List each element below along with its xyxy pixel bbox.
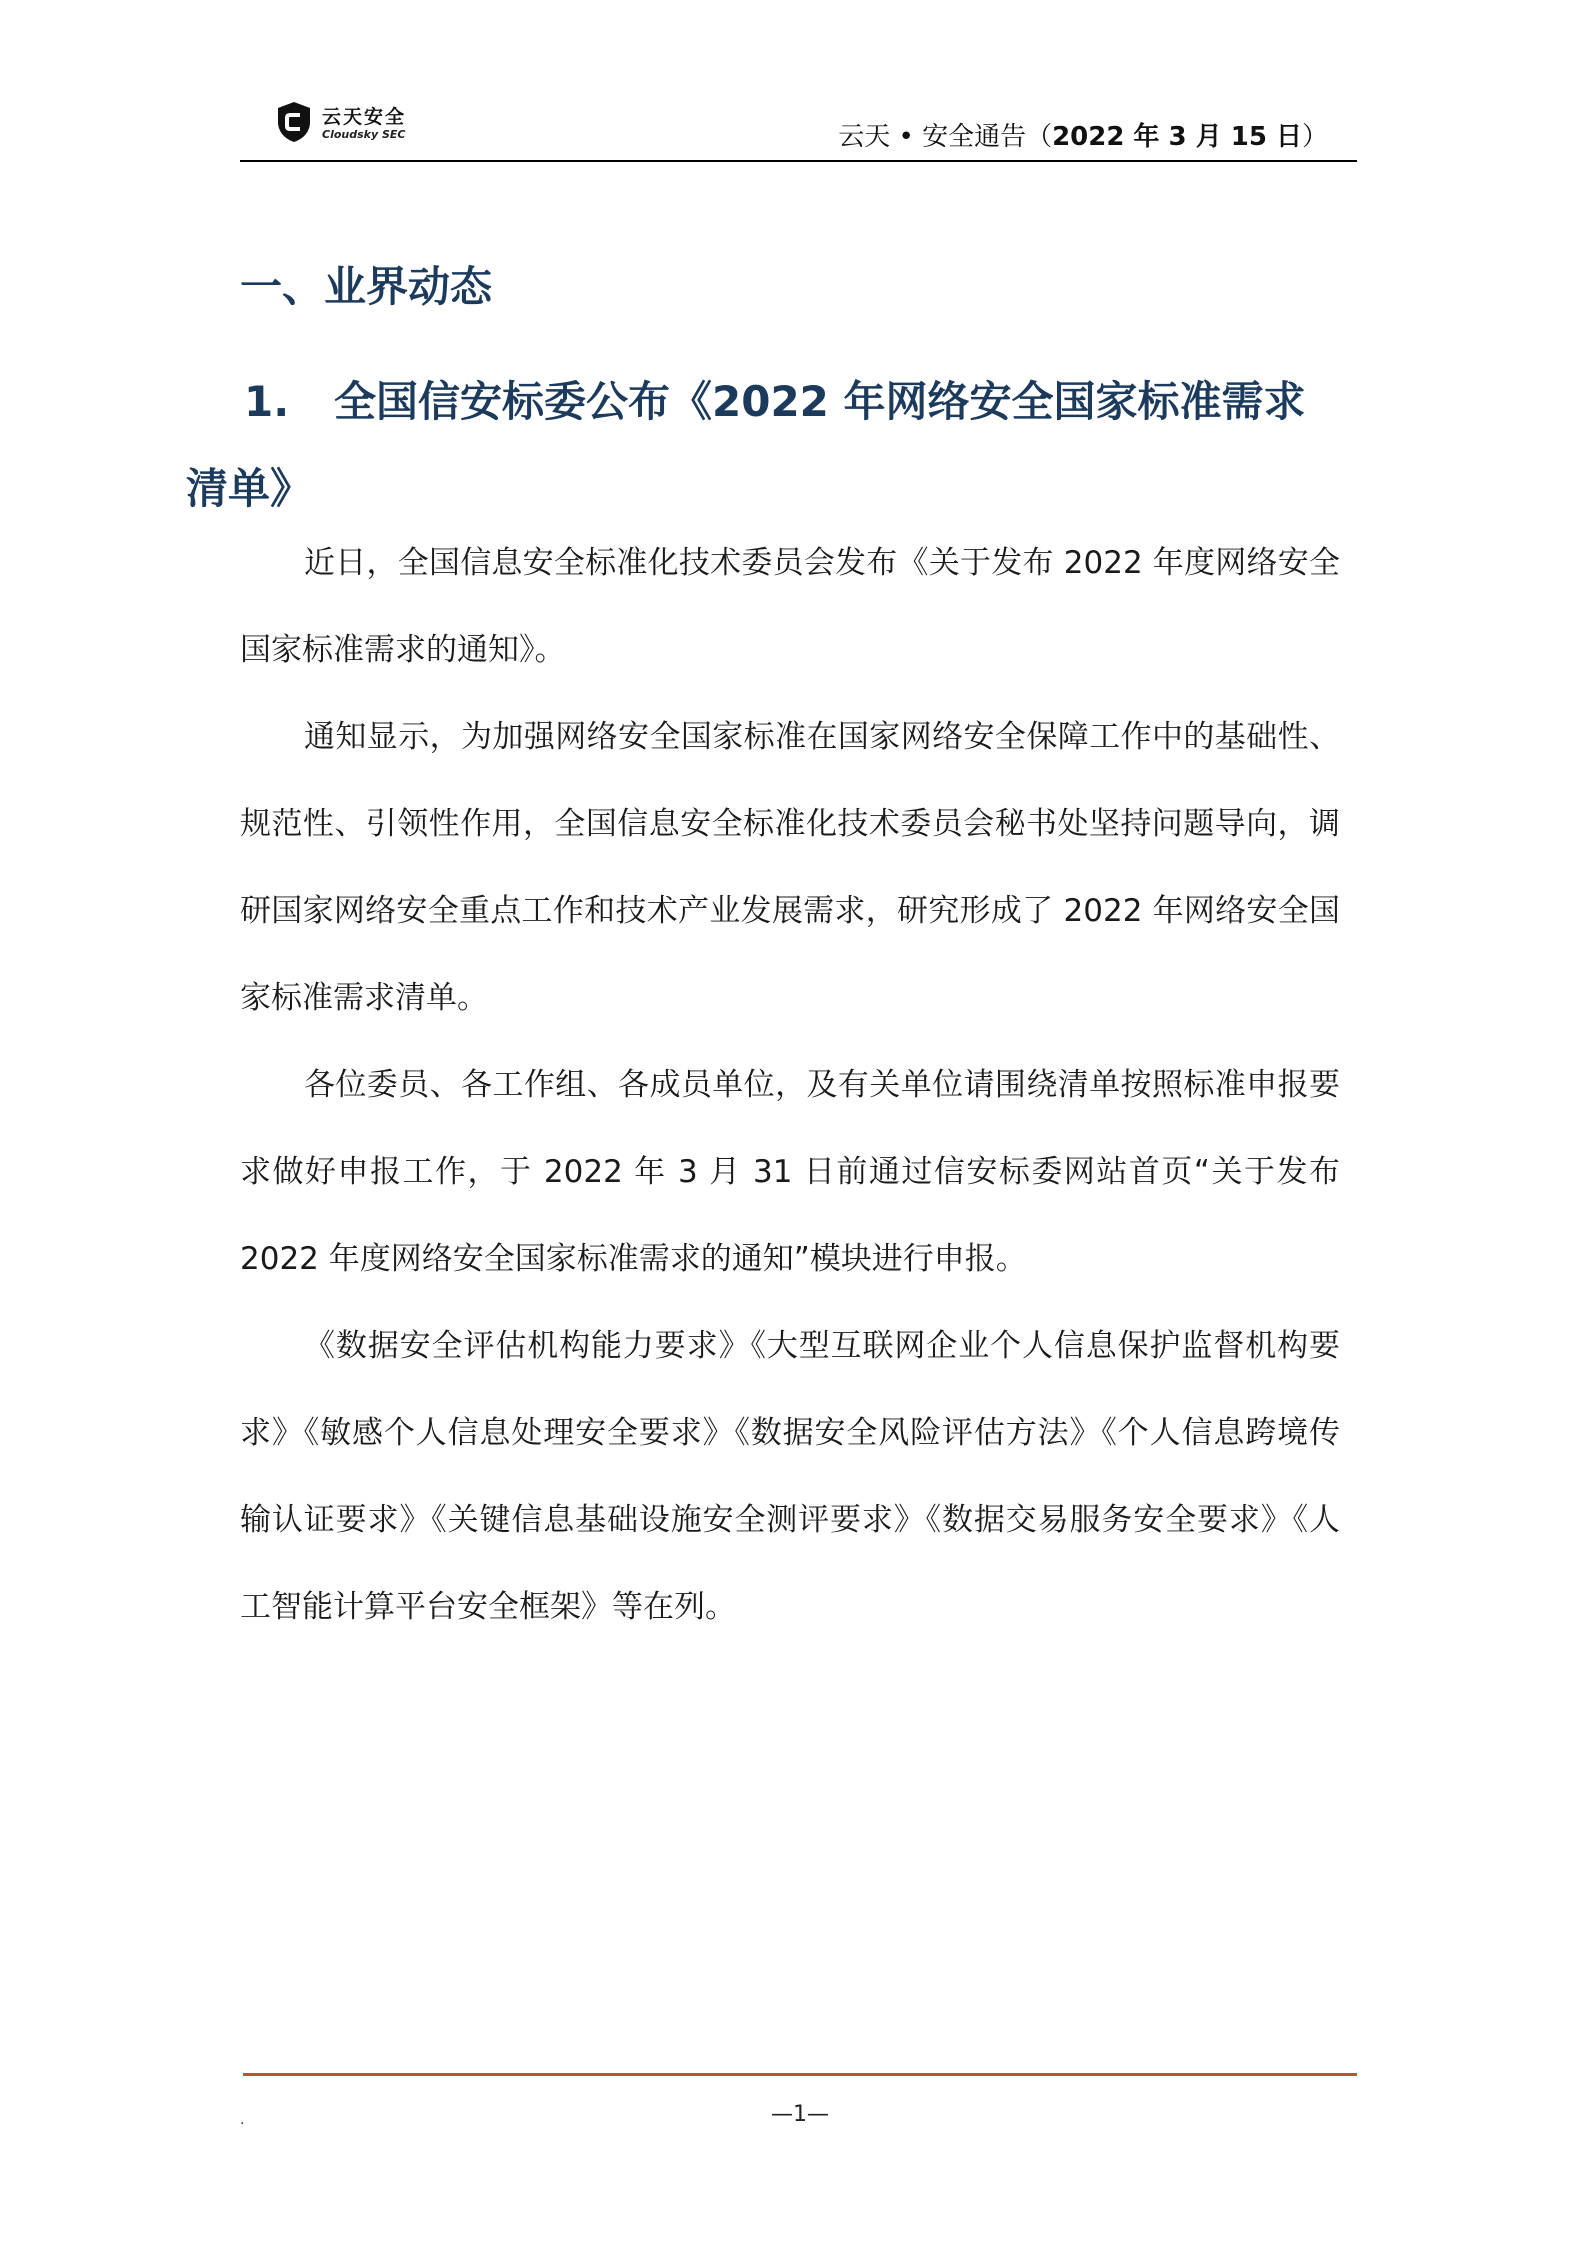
header-title-suffix: ） bbox=[1301, 122, 1328, 152]
section-heading: 一、业界动态 bbox=[240, 262, 493, 311]
header-divider bbox=[240, 160, 1357, 162]
page-header bbox=[240, 92, 1356, 162]
article-number: 1. bbox=[244, 377, 290, 426]
footer-dot: . bbox=[240, 2112, 245, 2128]
paragraph-1: 近日，全国信息安全标准化技术委员会发布《关于发布 2022 年度网络安全国家标准需求的通知》。 bbox=[240, 545, 1340, 668]
article-title bbox=[186, 358, 1346, 532]
article-title-text: 全国信安标委公布《2022 年网络安全国家标准需求清单》 bbox=[186, 377, 1306, 513]
paragraph-3: 各位委员、各工作组、各成员单位，及有关单位请围绕清单按照标准申报要求做好申报工作，于 2022 年 3 月 31 日前通过信安标委网站首页“关于发布 2022 年度网络安全国家标准需求的通知”模块进行申报。 bbox=[240, 1067, 1340, 1277]
shield-logo-icon bbox=[274, 100, 314, 144]
logo-text-cn: 云天安全 bbox=[322, 106, 407, 128]
paragraph-4: 《数据安全评估机构能力要求》《大型互联网企业个人信息保护监督机构要求》《敏感个人信息处理安全要求》《数据安全风险评估方法》《个人信息跨境传输认证要求》《关键信息基础设施安全测评要求》《数据交易服务安全要求》《人工智能计算平台安全框架》等在列。 bbox=[240, 1328, 1340, 1625]
header-title-prefix: 云天 • 安全通告（ bbox=[838, 122, 1053, 152]
page-number: —1— bbox=[771, 2102, 829, 2127]
paragraph-2: 通知显示，为加强网络安全国家标准在国家网络安全保障工作中的基础性、规范性、引领性作用，全国信息安全标准化技术委员会秘书处坚持问题导向，调研国家网络安全重点工作和技术产业发展需求，研究形成了 2022 年网络安全国家标准需求清单。 bbox=[240, 719, 1340, 1016]
company-logo bbox=[274, 100, 474, 150]
footer-divider bbox=[243, 2073, 1357, 2076]
header-title-date: 2022 年 3 月 15 日 bbox=[1052, 122, 1302, 152]
logo-text-en: Cloudsky SEC bbox=[322, 128, 406, 141]
header-title bbox=[838, 116, 1328, 153]
